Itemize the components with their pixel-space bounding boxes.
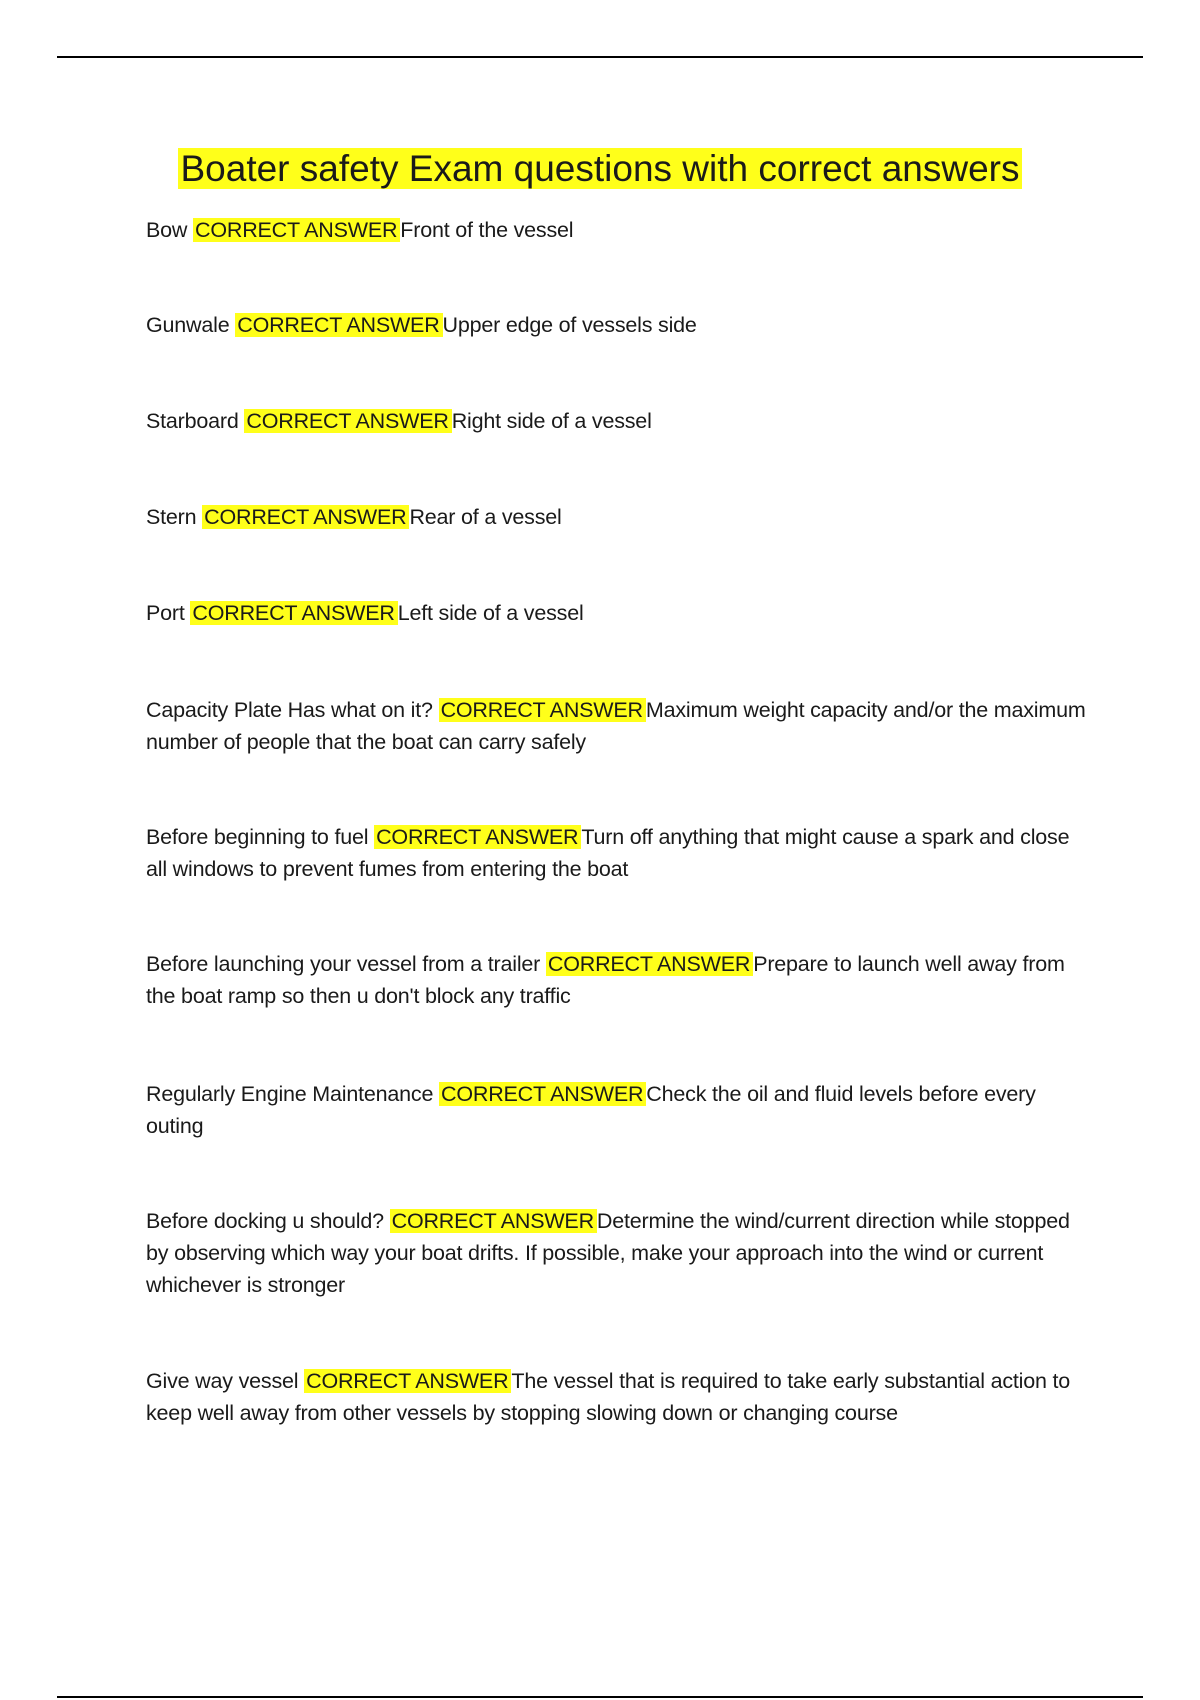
answer-marker: CORRECT ANSWER — [304, 1369, 511, 1393]
document-title — [0, 146, 1200, 192]
qa-item — [146, 1365, 1096, 1429]
qa-term: Regularly Engine Maintenance — [146, 1082, 434, 1106]
answer-marker: CORRECT ANSWER — [190, 601, 397, 625]
answer-marker: CORRECT ANSWER — [193, 218, 400, 242]
qa-answer: Rear of a vessel — [409, 505, 562, 529]
qa-term: Bow — [146, 218, 188, 242]
qa-term: Before launching your vessel from a trailer — [146, 952, 541, 976]
qa-item — [146, 694, 1096, 758]
qa-answer: Front of the vessel — [400, 218, 574, 242]
qa-answer: Maximum weight capacity and/or the maximum number of people that the boat can carry safely — [146, 698, 1086, 754]
qa-item — [146, 821, 1096, 885]
qa-term: Before docking u should? — [146, 1209, 384, 1233]
qa-term: Stern — [146, 505, 197, 529]
qa-term: Capacity Plate Has what on it? — [146, 698, 433, 722]
qa-item — [146, 948, 1096, 1012]
qa-term: Before beginning to fuel — [146, 825, 369, 849]
qa-term: Starboard — [146, 409, 239, 433]
qa-answer: Prepare to launch well away from the boat ramp so then u don't block any traffic — [146, 952, 1065, 1008]
qa-item — [146, 597, 1096, 629]
answer-marker: CORRECT ANSWER — [244, 409, 451, 433]
qa-answer: Right side of a vessel — [451, 409, 652, 433]
answer-marker: CORRECT ANSWER — [390, 1209, 597, 1233]
qa-item — [146, 1078, 1096, 1142]
qa-term: Port — [146, 601, 185, 625]
qa-item — [146, 309, 1096, 341]
answer-marker: CORRECT ANSWER — [439, 698, 646, 722]
answer-marker: CORRECT ANSWER — [439, 1082, 646, 1106]
qa-term: Give way vessel — [146, 1369, 299, 1393]
answer-marker: CORRECT ANSWER — [546, 952, 753, 976]
qa-term: Gunwale — [146, 313, 230, 337]
answer-marker: CORRECT ANSWER — [235, 313, 442, 337]
qa-answer: Turn off anything that might cause a spark and close all windows to prevent fumes from entering the boat — [146, 825, 1070, 881]
footer-rule — [57, 1696, 1143, 1698]
document-title-text: Boater safety Exam questions with correct answers — [180, 148, 1020, 189]
answer-marker: CORRECT ANSWER — [202, 505, 409, 529]
header-rule — [57, 56, 1143, 58]
qa-answer: Check the oil and fluid levels before every outing — [146, 1082, 1036, 1138]
qa-answer: Upper edge of vessels side — [442, 313, 697, 337]
qa-answer: The vessel that is required to take early substantial action to keep well away from other vessels by stopping slowing down or changing course — [146, 1369, 1071, 1425]
answer-marker: CORRECT ANSWER — [374, 825, 581, 849]
qa-answer: Left side of a vessel — [397, 601, 584, 625]
qa-item — [146, 1205, 1096, 1301]
qa-answer: Determine the wind/current direction while stopped by observing which way your boat drifts. If possible, make your approach into the wind or current whichever is stronger — [146, 1209, 1070, 1297]
qa-item — [146, 214, 1096, 246]
qa-item — [146, 501, 1096, 533]
qa-item — [146, 405, 1096, 437]
